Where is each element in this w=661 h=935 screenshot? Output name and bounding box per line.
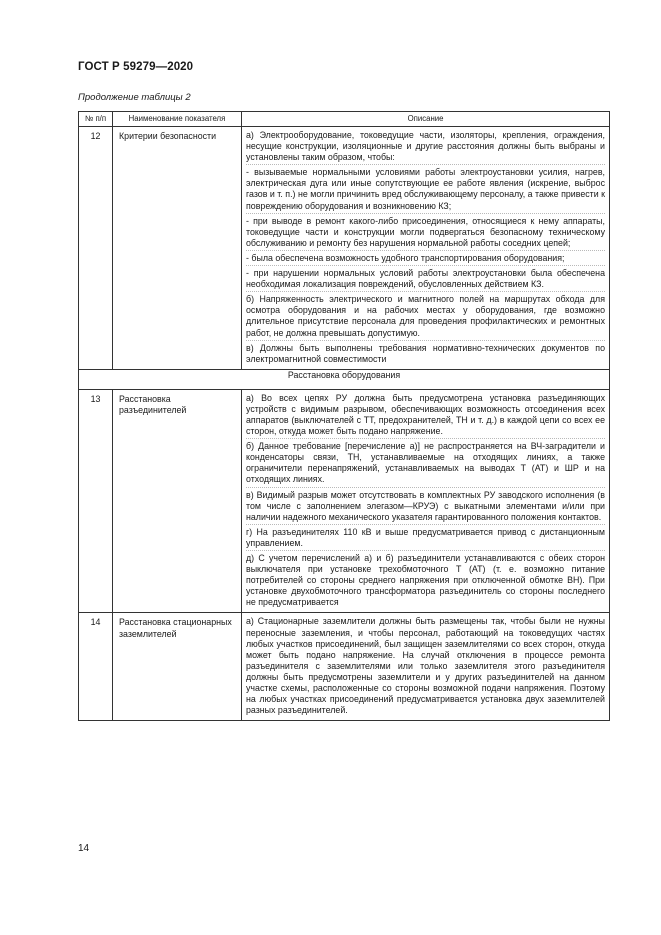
description-paragraph: а) Электрооборудование, токоведущие части, изоляторы, крепления, ограждения, несущие конструкции, изоляционные и другие расстояния должны быть выбраны и установлены таким образом, чтобы:: [246, 130, 605, 165]
description-paragraph: в) Должны быть выполнены требования нормативно-технических документов по электромагнитной совместимости: [246, 342, 605, 364]
description-paragraph: - вызываемые нормальными условиями работы электроустановки усилия, нагрев, электрическая дуга или иные сопутствующие ее работе явления (искрение, выброс газов и т. п.) не могли причинить вред обслуживающему персоналу, а также привести к повреждению оборудования и возникновению КЗ;: [246, 167, 605, 213]
row-description: [242, 613, 610, 721]
page-number: 14: [78, 843, 90, 854]
description-paragraph: - была обеспечена возможность удобного транспортирования оборудования;: [246, 253, 605, 266]
table-caption: Продолжение таблицы 2: [78, 92, 191, 103]
description-paragraph: д) С учетом перечислений а) и б) разъединители устанавливаются с обеих сторон выключателя при установке трехобмоточного Т (АТ) (т. е. возможно питание потребителей со стороны среднего напряжения при отключенной обмотке ВН). При установке двухобмоточного трансформатора разъединитель со стороны последнего не предусматривается: [246, 553, 605, 608]
column-header-number: № п/п: [79, 112, 113, 127]
description-paragraph: г) На разъединителях 110 кВ и выше предусматривается привод с дистанционным управлением.: [246, 527, 605, 551]
document-header: ГОСТ Р 59279—2020: [78, 61, 194, 73]
section-row: [79, 369, 610, 389]
row-number: 12: [79, 127, 113, 370]
column-header-description: Описание: [242, 112, 610, 127]
description-paragraph: а) Стационарные заземлители должны быть размещены так, чтобы были не нужны переносные заземления, и чтобы персонал, работающий на токоведущих частях любых участков присоединений, был защищен заземлителями со всех сторон, откуда может быть подано напряжение. На случай отключения в процессе ремонта разъединителя с заземлителями или только заземлителя этого разъединителя должны быть предусмотрены заземлители и у других разъединителей на данном участке схемы, расположенные со стороны возможной подачи напряжения. Поэтому на любых участках присоединений предусматривается установка двух заземлителей разных разъединителей.: [246, 616, 605, 716]
indicators-table: [78, 111, 610, 721]
description-paragraph: а) Во всех цепях РУ должна быть предусмотрена установка разъединяющих устройств с видимым разрывом, обеспечивающих возможность отсоединения всех аппаратов (выключателей с ТТ, предохранителей, ТН и т. д.) в каждой цепи со всех ее сторон, откуда может быть подано напряжение.: [246, 393, 605, 439]
table-row: [79, 389, 610, 613]
table-row: [79, 613, 610, 721]
row-indicator-name: Критерии безопасности: [113, 127, 242, 370]
row-indicator-name: Расстановка стационарных заземлителей: [113, 613, 242, 721]
row-number: 13: [79, 389, 113, 613]
table-header-row: [79, 112, 610, 127]
description-paragraph: в) Видимый разрыв может отсутствовать в комплектных РУ заводского исполнения (в том числе с заполнением элегазом—КРУЭ) с выкатными элементами и/или при наличии надежного механического указателя гарантированного положения контактов.: [246, 490, 605, 525]
description-paragraph: б) Напряженность электрического и магнитного полей на маршрутах обхода для осмотра оборудования и на рабочих местах у оборудования, где возможно длительное присутствие персонала для проведения профилактических и ремонтных работ, не должна превышать допустимую.: [246, 294, 605, 340]
row-description: [242, 389, 610, 613]
description-paragraph: б) Данное требование [перечисление а)] не распространяется на ВЧ-заградители и конденсаторы связи, ТН, устанавливаемые на отходящих линиях, а также ограничители перенапряжений, устанавливаемых на выводах Т (АТ) и ШР и на отходящих линиях.: [246, 441, 605, 487]
row-number: 14: [79, 613, 113, 721]
column-header-name: Наименование показателя: [113, 112, 242, 127]
description-paragraph: - при нарушении нормальных условий работы электроустановки была обеспечена необходимая локализация повреждений, обусловленных действием КЗ.: [246, 268, 605, 292]
row-description: [242, 127, 610, 370]
table-row: [79, 127, 610, 370]
description-paragraph: - при выводе в ремонт какого-либо присоединения, относящиеся к нему аппараты, токоведущие части и конструкции могли подвергаться безопасному техническому обслуживанию и ремонту без нарушения нормальной работы соседних цепей;: [246, 216, 605, 251]
row-indicator-name: Расстановка разъединителей: [113, 389, 242, 613]
section-title: Расстановка оборудования: [79, 369, 610, 389]
